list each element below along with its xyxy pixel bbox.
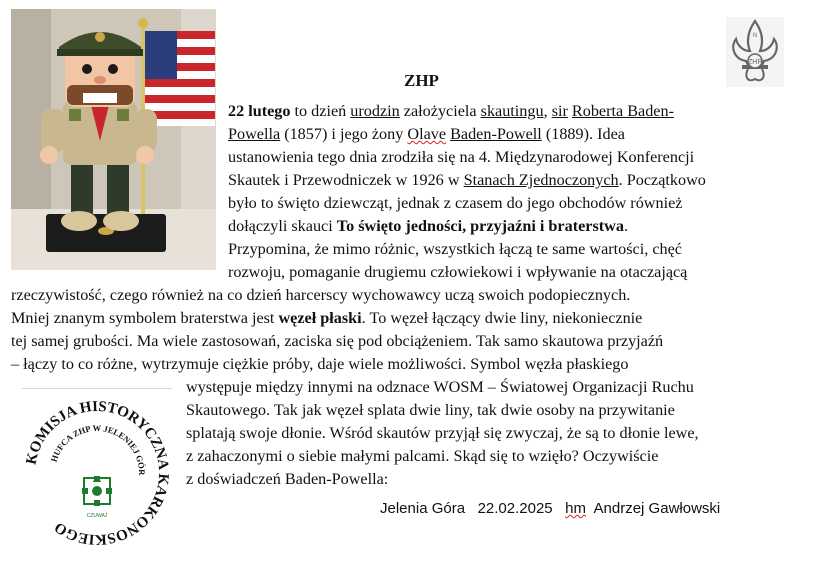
text-run: – łączy to co różne, wytrzymuje ciężkie próby, daje wiele możliwości. Symbol węzła płaskiego bbox=[11, 355, 629, 373]
document-title: ZHP bbox=[404, 71, 439, 90]
text-run: tej samej grubości. Ma wiele zastosowań, zaciska się pod obciążeniem. Tak samo skautowa przyjaźń bbox=[11, 332, 664, 350]
signature-date: 22.02.2025 bbox=[477, 500, 553, 517]
text-run: dołączyli skauci bbox=[228, 217, 337, 235]
text-run: założyciela bbox=[399, 102, 481, 120]
logo-motto: N bbox=[752, 33, 758, 39]
harcerski-cross-icon bbox=[82, 476, 112, 506]
text-run: węzeł płaski bbox=[278, 309, 362, 327]
text-line bbox=[228, 261, 687, 284]
text-run: 22 lutego bbox=[228, 102, 291, 120]
signature-place: Jelenia Góra bbox=[380, 500, 466, 517]
text-run: Skautek i Przewodniczek w 1926 w bbox=[228, 171, 464, 189]
text-run: to dzień bbox=[290, 102, 351, 120]
text-line bbox=[11, 353, 628, 376]
logo-text: ZHP bbox=[748, 59, 762, 66]
text-run: Skautowego. Tak jak węzeł splata dwie liny, tak dwie osoby na przywitanie bbox=[186, 401, 675, 419]
us-flag bbox=[145, 31, 215, 126]
text-link[interactable]: Baden-Powell bbox=[450, 125, 542, 143]
signature-line bbox=[380, 500, 720, 517]
text-line bbox=[228, 123, 625, 146]
text-run: Mniej znanym symbolem braterstwa jest bbox=[11, 309, 279, 327]
separator-line bbox=[22, 388, 172, 389]
text-link[interactable]: Stanach Zjednoczonych bbox=[463, 171, 619, 189]
text-line bbox=[11, 284, 630, 307]
stamp-center-text: CZUWAJ bbox=[86, 513, 108, 519]
stamp-seal bbox=[22, 398, 172, 548]
text-line bbox=[11, 330, 663, 353]
zhp-lily-logo bbox=[726, 17, 784, 87]
text-line bbox=[228, 192, 682, 215]
text-run: występuje między innymi na odznace WOSM – Światowej Organizacji Ruchu bbox=[186, 378, 694, 396]
text-run: rozwoju, pomaganie drugiemu człowiekowi i wpływanie na otaczającą bbox=[228, 263, 688, 281]
text-run: (1889). Idea bbox=[541, 125, 625, 143]
signature-rank: hm bbox=[565, 500, 587, 517]
text-link[interactable]: Powella bbox=[228, 125, 281, 143]
stamp-ring-text: KOMISJA HISTORYCZNA KARKONOSKIEGO bbox=[23, 398, 172, 548]
text-line bbox=[186, 422, 699, 445]
text-line bbox=[228, 100, 674, 123]
text-run: z doświadczeń Baden-Powella: bbox=[186, 470, 389, 488]
text-line bbox=[228, 146, 694, 169]
signature-name: Andrzej Gawłowski bbox=[593, 500, 721, 517]
text-run: Olave bbox=[407, 125, 447, 143]
text-line bbox=[228, 238, 682, 261]
text-run: rzeczywistość, czego również na co dzień harcerscy wychowawcy uczą swoich podopiecznych. bbox=[11, 286, 631, 304]
text-run: splatają swoje dłonie. Wśród skautów przyjął się zwyczaj, że są to dłonie lewe, bbox=[186, 424, 699, 442]
text-line bbox=[11, 307, 642, 330]
text-line bbox=[186, 468, 388, 491]
text-run: było to święto dziewcząt, jednak z czasem do jego obchodów również bbox=[228, 194, 683, 212]
text-line bbox=[186, 445, 658, 468]
text-link[interactable]: skautingu bbox=[480, 102, 544, 120]
historical-commission-stamp bbox=[22, 398, 172, 548]
text-link[interactable]: sir bbox=[551, 102, 568, 120]
text-line bbox=[228, 169, 706, 192]
fleur-de-lis-icon bbox=[726, 17, 784, 87]
stamp-inner-text: HUFCA ZHP W JELENIEJ GÓR bbox=[48, 422, 148, 476]
nutcracker-illustration bbox=[11, 9, 216, 270]
text-run: To święto jedności, przyjaźni i braterstwa bbox=[336, 217, 624, 235]
text-run: ustanowienia tego dnia zrodziła się na 4. Międzynarodowej Konferencji bbox=[228, 148, 695, 166]
text-run: . bbox=[623, 217, 628, 235]
text-line bbox=[228, 215, 628, 238]
text-run: , bbox=[543, 102, 552, 120]
text-line bbox=[186, 399, 675, 422]
text-link[interactable]: urodzin bbox=[350, 102, 400, 120]
text-run: z zahaczonymi o siebie małymi palcami. Skąd się to wzięło? Oczywiście bbox=[186, 447, 659, 465]
text-run: (1857) i jego żony bbox=[280, 125, 408, 143]
text-run: . Początkowo bbox=[618, 171, 706, 189]
text-run: . To węzeł łączący dwie liny, niekoniecznie bbox=[361, 309, 643, 327]
text-run: Przypomina, że mimo różnic, wszystkich łączą te same wartości, chęć bbox=[228, 240, 682, 258]
nutcracker-photo bbox=[11, 9, 216, 270]
text-line bbox=[186, 376, 694, 399]
text-link[interactable]: Roberta Baden- bbox=[571, 102, 674, 120]
